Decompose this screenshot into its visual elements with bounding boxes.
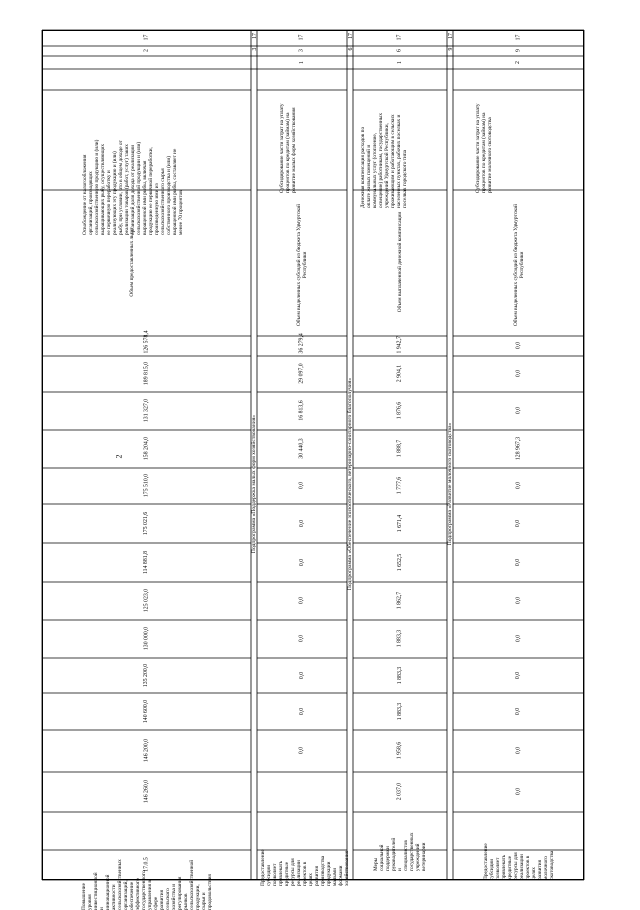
value-cell: 0,0 bbox=[515, 671, 521, 679]
value-cell: 0,0 bbox=[515, 746, 521, 755]
row-indicator: Объем выделенных субсидий из бюджета Удмуртской Республики bbox=[296, 204, 308, 327]
value-cell: 146 200,0 bbox=[143, 738, 149, 763]
value-cell: 0,0 bbox=[515, 481, 521, 490]
value-cell: 1 862,7 bbox=[396, 591, 403, 610]
row-description: Субсидирование части затрат на уплату процентов по кредитам (займам) на развитие молочного скотоводства bbox=[475, 103, 493, 193]
page-number: 2 bbox=[114, 454, 124, 459]
subprogram-banner: Подпрограмма «Поддержка малых форм хозяйствования» bbox=[251, 414, 257, 554]
value-cell: 140 600,0 bbox=[143, 699, 149, 723]
value-cell: 30 440,3 bbox=[298, 438, 305, 459]
value-cell: 126 578,4 bbox=[143, 330, 149, 354]
row-goal: Меры социальной поддержки руководителей и специалистов государственных учреждений ветеринарии bbox=[373, 832, 427, 871]
row-code: 9 bbox=[448, 47, 454, 51]
value-cell: 0,0 bbox=[515, 707, 521, 715]
value-cell: 2 037,0 bbox=[396, 782, 403, 801]
value-cell: 0,0 bbox=[298, 596, 305, 605]
row-indicator: Объем выделенных субсидий из бюджета Удмуртской Республики bbox=[512, 204, 525, 327]
value-cell: 131 327,0 bbox=[143, 398, 149, 423]
row-code: 3 bbox=[298, 49, 305, 52]
value-cell: 0,0 bbox=[515, 406, 521, 415]
subprogram-banner: Подпрограмма «Обеспечение эпизоотического, ветеринарно-санитарного благополучия» bbox=[347, 377, 353, 591]
row-code: 1 bbox=[298, 60, 305, 64]
value-cell: 0,0 bbox=[515, 596, 521, 605]
value-cell: 125 023,0 bbox=[143, 588, 149, 613]
value-cell: 0,0 bbox=[298, 707, 305, 715]
row-code: 17 bbox=[252, 33, 258, 39]
value-cell: 1 888,7 bbox=[396, 439, 403, 458]
row-ref: 17.0.5 bbox=[143, 857, 149, 872]
row-code: 17 bbox=[348, 33, 354, 39]
row-code: 17 bbox=[396, 34, 403, 41]
value-cell: 0,0 bbox=[298, 558, 305, 566]
row-goal: Предоставление субсидии позволяет привлекать кредитные ресурсы для реализации проектов в целях развития производства продукции малыми формами хозяйствования bbox=[260, 849, 350, 886]
row-code: 2 bbox=[515, 60, 521, 64]
value-cell: 1 876,6 bbox=[396, 401, 403, 420]
row-code: 17 bbox=[515, 34, 521, 41]
value-cell: 0,0 bbox=[515, 634, 521, 643]
value-cell: 1 777,6 bbox=[396, 476, 403, 495]
value-cell: 130 000,0 bbox=[143, 626, 149, 651]
row-code: 3 bbox=[252, 47, 258, 51]
row-code: 6 bbox=[396, 49, 403, 52]
value-cell: 16 813,6 bbox=[298, 400, 305, 421]
value-cell: 0,0 bbox=[515, 558, 521, 566]
value-cell: 1 883,3 bbox=[396, 702, 403, 720]
row-indicator: Объем выплаченной денежной компенсации bbox=[397, 211, 403, 313]
value-cell: 0,0 bbox=[298, 634, 305, 643]
value-cell: 29 097,0 bbox=[298, 363, 305, 384]
row-code: 6 bbox=[348, 47, 354, 51]
row-code: 17 bbox=[448, 33, 454, 39]
value-cell: 36 279,4 bbox=[298, 333, 305, 354]
row-description: Денежная компенсация расходов по оплате жилых помещений и коммунальных услуг (отопление, освещение) работникам, государственных учреждений Удмуртской Республики, проживающим и работающим в сельских населенных пунктах, рабочих поселках и поселках городского типа bbox=[360, 112, 408, 208]
row-goal: Повышение уровня инвестиционной и инновационной активности сельскохозяйственных организаций, обеспечение эффективного государственного управления в сфере развития сельского хозяйства и регулирования рынков сельскохозяйственной продукции, сырья и продовольствия bbox=[80, 859, 213, 910]
value-cell: 114 881,8 bbox=[143, 550, 149, 574]
row-code: 17 bbox=[143, 34, 149, 41]
value-cell: 189 815,0 bbox=[143, 361, 149, 386]
value-cell: 1 958,6 bbox=[396, 741, 403, 760]
value-cell: 1 942,7 bbox=[396, 336, 403, 354]
row-code: 2 bbox=[143, 49, 149, 52]
value-cell: 1 883,3 bbox=[396, 629, 403, 648]
value-cell: 0,0 bbox=[298, 519, 305, 527]
value-cell: 175 021,6 bbox=[143, 511, 149, 535]
value-cell: 135 200,0 bbox=[143, 663, 149, 687]
value-cell: 1 652,5 bbox=[396, 553, 403, 571]
row-code: 17 bbox=[298, 34, 305, 41]
subprogram-banner: Подпрограмма «Развитие молочного скотоводства» bbox=[447, 422, 453, 546]
row-code: 9 bbox=[515, 49, 521, 52]
value-cell: 175 510,0 bbox=[143, 473, 149, 498]
value-cell: 0,0 bbox=[298, 481, 305, 490]
value-cell: 0,0 bbox=[515, 369, 521, 378]
value-cell: 2 904,1 bbox=[396, 364, 403, 383]
value-cell: 0,0 bbox=[515, 519, 521, 527]
value-cell: 1 671,4 bbox=[396, 514, 403, 532]
row-code: 1 bbox=[396, 60, 403, 64]
value-cell: 0,0 bbox=[298, 671, 305, 679]
row-description: Освобождение от налогообложения организаций, производящих сельскохозяйственную продукцию и (или) выращивающих рыбу, осуществляющих ее первичную переработку и реализующих эту продукцию и (или) рыбу, при условии, что в общем доходе от реализации товаров (работ, услуг) таких организаций доля дохода от реализации сельскохозяйственной продукции и (или) выращенной ими рыбы, включая продукцию ее первичной переработки, произведенную ими из сельскохозяйственного сырья собственного производства и (или) выращенной ими рыбы, составляет не менее 70 процентов bbox=[82, 139, 184, 235]
row-goal: Предоставление субсидии позволяет привлекать кредитные ресурсы для реализации проектов в целях развития молочного скотоводства bbox=[482, 843, 555, 880]
row-description: Субсидирование части затрат на уплату процентов по кредитам (займам) на развитие малых форм хозяйствования bbox=[279, 103, 297, 193]
value-cell: 146 260,0 bbox=[143, 779, 149, 804]
value-cell: 1 883,3 bbox=[396, 666, 403, 684]
row-indicator: Объем предоставленных льгот bbox=[128, 227, 135, 297]
value-cell: 0,0 bbox=[515, 787, 521, 796]
value-cell: 128 967,3 bbox=[515, 436, 521, 461]
value-cell: 0,0 bbox=[515, 341, 521, 350]
value-cell: 158 204,0 bbox=[143, 436, 149, 461]
value-cell: 0,0 bbox=[298, 746, 305, 755]
